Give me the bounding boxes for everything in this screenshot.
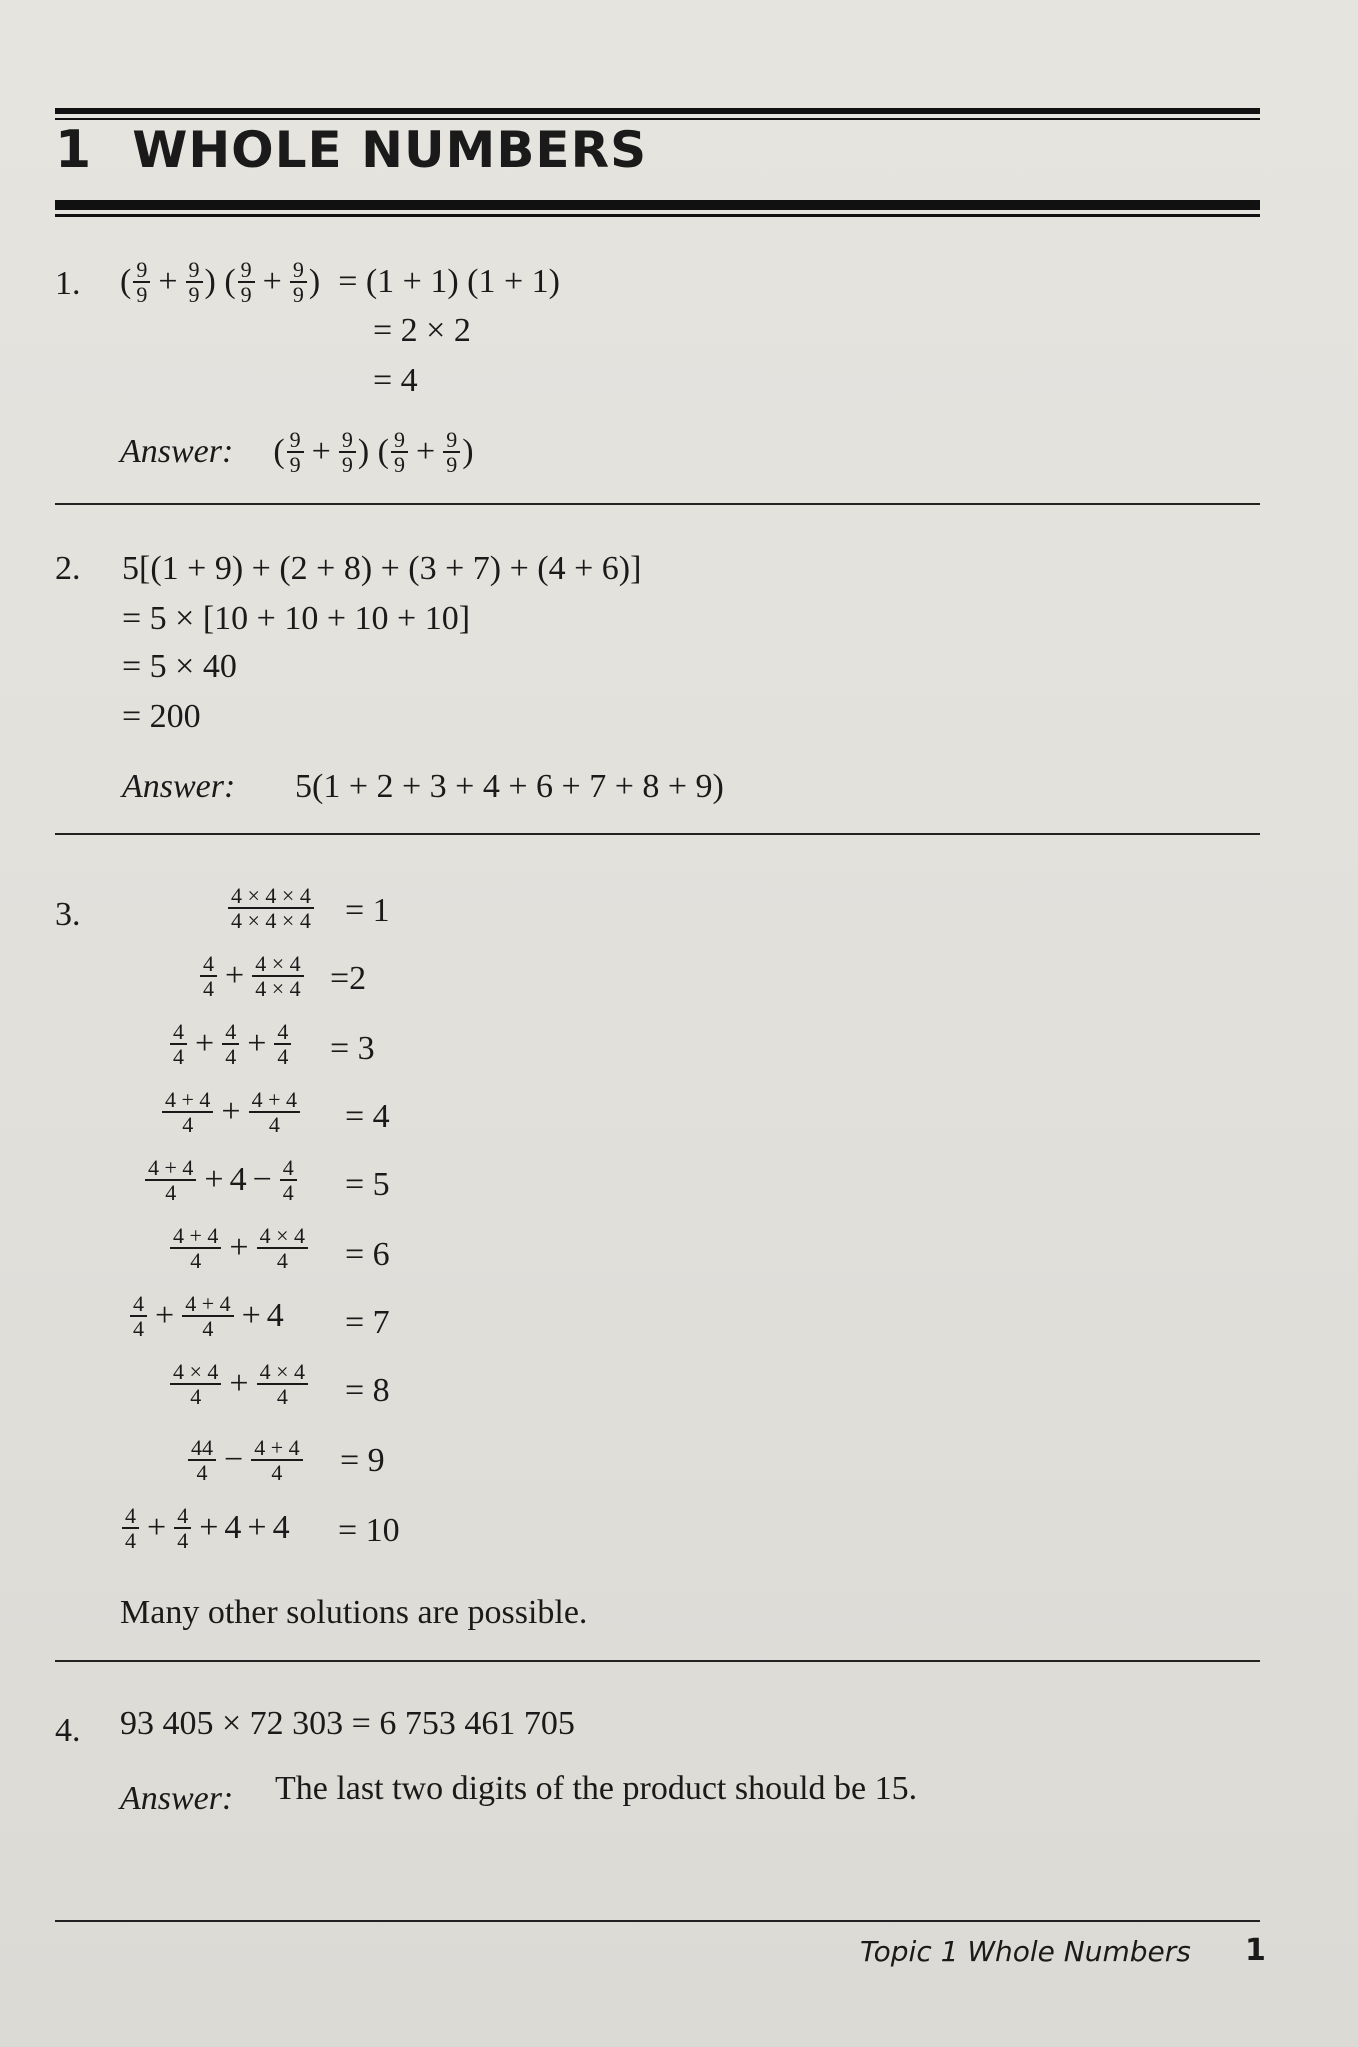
q2-answer: 5(1 + 2 + 3 + 4 + 6 + 7 + 8 + 9): [295, 768, 724, 805]
footer-rule: [55, 1920, 1260, 1922]
q3-note: Many other solutions are possible.: [120, 1594, 588, 1631]
separator: [55, 1660, 1260, 1662]
q3-row-10: $\frac{4}{4}$ + $\frac{4}{4}$ + 4 + 4: [120, 1504, 290, 1552]
q1-line2: = 2 × 2: [373, 312, 471, 349]
fraction: $\frac{9}{9}$: [238, 258, 255, 306]
question-number-2: 2.: [55, 550, 81, 587]
q3-row-2: $\frac{4}{4}$ + $\frac{4 \times 4}{4 \times 4}$: [198, 952, 306, 1000]
q1-expression: ( $\frac{9}{9}$ + $\frac{9}{9}$ ) ( $\frac{9}{9}$ + $\frac{9}{9}$ ) = (1 + 1) (1 + 1): [120, 257, 561, 308]
question-number-4: 4.: [55, 1712, 81, 1749]
fraction: $\frac{4 \times 4}{4}$: [257, 1224, 308, 1272]
q3-result-3: = 3: [330, 1030, 375, 1067]
q3-row-1: [226, 884, 316, 932]
q3-result-2: =2: [330, 960, 367, 997]
fraction: $\frac{4}{4}$: [130, 1292, 147, 1340]
fraction: $\frac{4 + 4}{4}$: [170, 1224, 221, 1272]
fraction: $\frac{9}{9}$: [443, 428, 460, 476]
chapter-title: WHOLE NUMBERS: [132, 121, 648, 179]
q2-line2: = 5 × [10 + 10 + 10 + 10]: [122, 600, 471, 637]
q3-result-6: = 6: [345, 1236, 390, 1273]
fraction: $\frac{4}{4}$: [222, 1020, 239, 1068]
q3-row-8: $\frac{4 \times 4}{4}$ + $\frac{4 \times 4}{4}$: [168, 1360, 310, 1408]
fraction: $\frac{9}{9}$: [133, 258, 150, 306]
q3-result-5: = 5: [345, 1166, 390, 1203]
fraction: $\frac{4}{4}$: [170, 1020, 187, 1068]
q2-answer-label: Answer:: [122, 768, 236, 805]
fraction: $\frac{4}{4}$: [174, 1504, 191, 1552]
header-rule-bottom: [55, 200, 1260, 210]
fraction: $\frac{4 + 4}{4}$: [249, 1088, 300, 1136]
fraction: $\frac{9}{9}$: [290, 258, 307, 306]
q2-line4: = 200: [122, 698, 201, 735]
fraction: $\frac{4 + 4}{4}$: [145, 1156, 196, 1204]
q3-result-1: = 1: [345, 892, 390, 929]
fraction: $\frac{4}{4}$: [280, 1156, 297, 1204]
q1-answer: Answer: ( $\frac{9}{9}$ + $\frac{9}{9}$ ) ( $\frac{9}{9}$ + $\frac{9}{9}$ ): [120, 427, 474, 478]
q4-answer: The last two digits of the product should be 15.: [275, 1770, 918, 1807]
q3-result-4: = 4: [345, 1098, 390, 1135]
fraction: $\frac{4 + 4}{4}$: [182, 1292, 233, 1340]
fraction: $\frac{9}{9}$: [339, 428, 356, 476]
chapter-heading: [55, 120, 647, 180]
fraction: $\frac{4}{4}$: [200, 952, 217, 1000]
separator: [55, 503, 1260, 505]
separator: [55, 833, 1260, 835]
q3-result-8: = 8: [345, 1372, 390, 1409]
q3-row-7: $\frac{4}{4}$ + $\frac{4 + 4}{4}$ + 4: [128, 1292, 284, 1340]
q3-row-6: $\frac{4 + 4}{4}$ + $\frac{4 \times 4}{4}$: [168, 1224, 310, 1272]
q3-result-10: = 10: [338, 1512, 400, 1549]
q3-row-4: $\frac{4 + 4}{4}$ + $\frac{4 + 4}{4}$: [160, 1088, 302, 1136]
fraction: $\frac{4 \times 4}{4}$: [170, 1360, 221, 1408]
q4-answer-label: Answer:: [120, 1780, 234, 1817]
q1-line3: = 4: [373, 362, 418, 399]
fraction: $\frac{4 \times 4 \times 4}{4 \times 4 \times 4}$: [228, 884, 314, 932]
question-number-3: 3.: [55, 896, 81, 933]
fraction: $\frac{9}{9}$: [287, 428, 304, 476]
q3-result-9: = 9: [340, 1442, 385, 1479]
fraction: $\frac{44}{4}$: [188, 1436, 216, 1484]
chapter-number: 1: [55, 120, 93, 180]
q3-result-7: = 7: [345, 1304, 390, 1341]
header-rule-top: [55, 108, 1260, 114]
footer-topic: Topic 1 Whole Numbers: [860, 1935, 1191, 1968]
fraction: $\frac{4 + 4}{4}$: [162, 1088, 213, 1136]
q2-line1: 5[(1 + 9) + (2 + 8) + (3 + 7) + (4 + 6)]: [122, 550, 642, 587]
header-rule-bottom-thin: [55, 214, 1260, 217]
question-number-1: 1.: [55, 265, 81, 302]
fraction: $\frac{4 \times 4}{4}$: [257, 1360, 308, 1408]
answer-label: Answer:: [120, 433, 234, 471]
fraction: $\frac{9}{9}$: [391, 428, 408, 476]
q4-line1: 93 405 × 72 303 = 6 753 461 705: [120, 1705, 575, 1742]
q2-line3: = 5 × 40: [122, 648, 237, 685]
q3-row-9: $\frac{44}{4}$ − $\frac{4 + 4}{4}$: [186, 1436, 305, 1484]
page-number: 1: [1245, 1933, 1266, 1968]
fraction: $\frac{4 \times 4}{4 \times 4}$: [252, 952, 303, 1000]
q3-row-5: $\frac{4 + 4}{4}$ + 4 − $\frac{4}{4}$: [143, 1156, 299, 1204]
q1-line1: = (1 + 1) (1 + 1): [338, 263, 561, 301]
fraction: $\frac{9}{9}$: [186, 258, 203, 306]
fraction: $\frac{4}{4}$: [274, 1020, 291, 1068]
fraction: $\frac{4}{4}$: [122, 1504, 139, 1552]
q3-row-3: $\frac{4}{4}$ + $\frac{4}{4}$ + $\frac{4}{4}$: [168, 1020, 293, 1068]
fraction: $\frac{4 + 4}{4}$: [251, 1436, 302, 1484]
